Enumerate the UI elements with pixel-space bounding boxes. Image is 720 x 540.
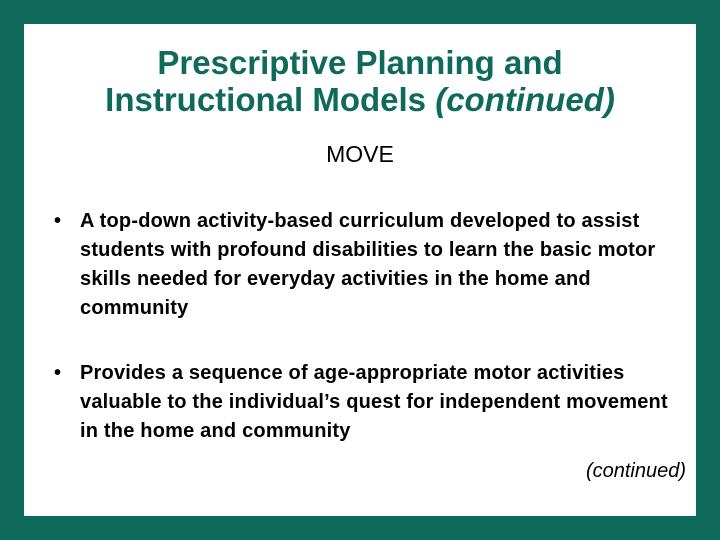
title-line-1: Prescriptive Planning and <box>157 44 563 81</box>
title-line-2-main: Instructional Models <box>105 81 436 118</box>
slide-title <box>24 44 696 118</box>
continued-label: (continued) <box>585 460 686 482</box>
slide-subtitle: MOVE <box>326 141 394 167</box>
title-line-2 <box>24 81 696 118</box>
bullet-list <box>30 207 690 446</box>
bullet-text: Provides a sequence of age-appropriate motor activities valuable to the individual’s quest for independent movement in the home and community <box>80 362 668 442</box>
bullet-icon: • <box>54 362 62 384</box>
slide-frame <box>24 24 696 516</box>
bullet-text: A top-down activity-based curriculum developed to assist students with profound disabilities to learn the basic motor skills needed for everyday activities in the home and community <box>80 210 656 319</box>
bullet-item <box>30 359 690 446</box>
title-continued: (continued) <box>435 81 615 118</box>
bullet-item <box>30 207 690 323</box>
bullet-icon: • <box>54 210 62 232</box>
